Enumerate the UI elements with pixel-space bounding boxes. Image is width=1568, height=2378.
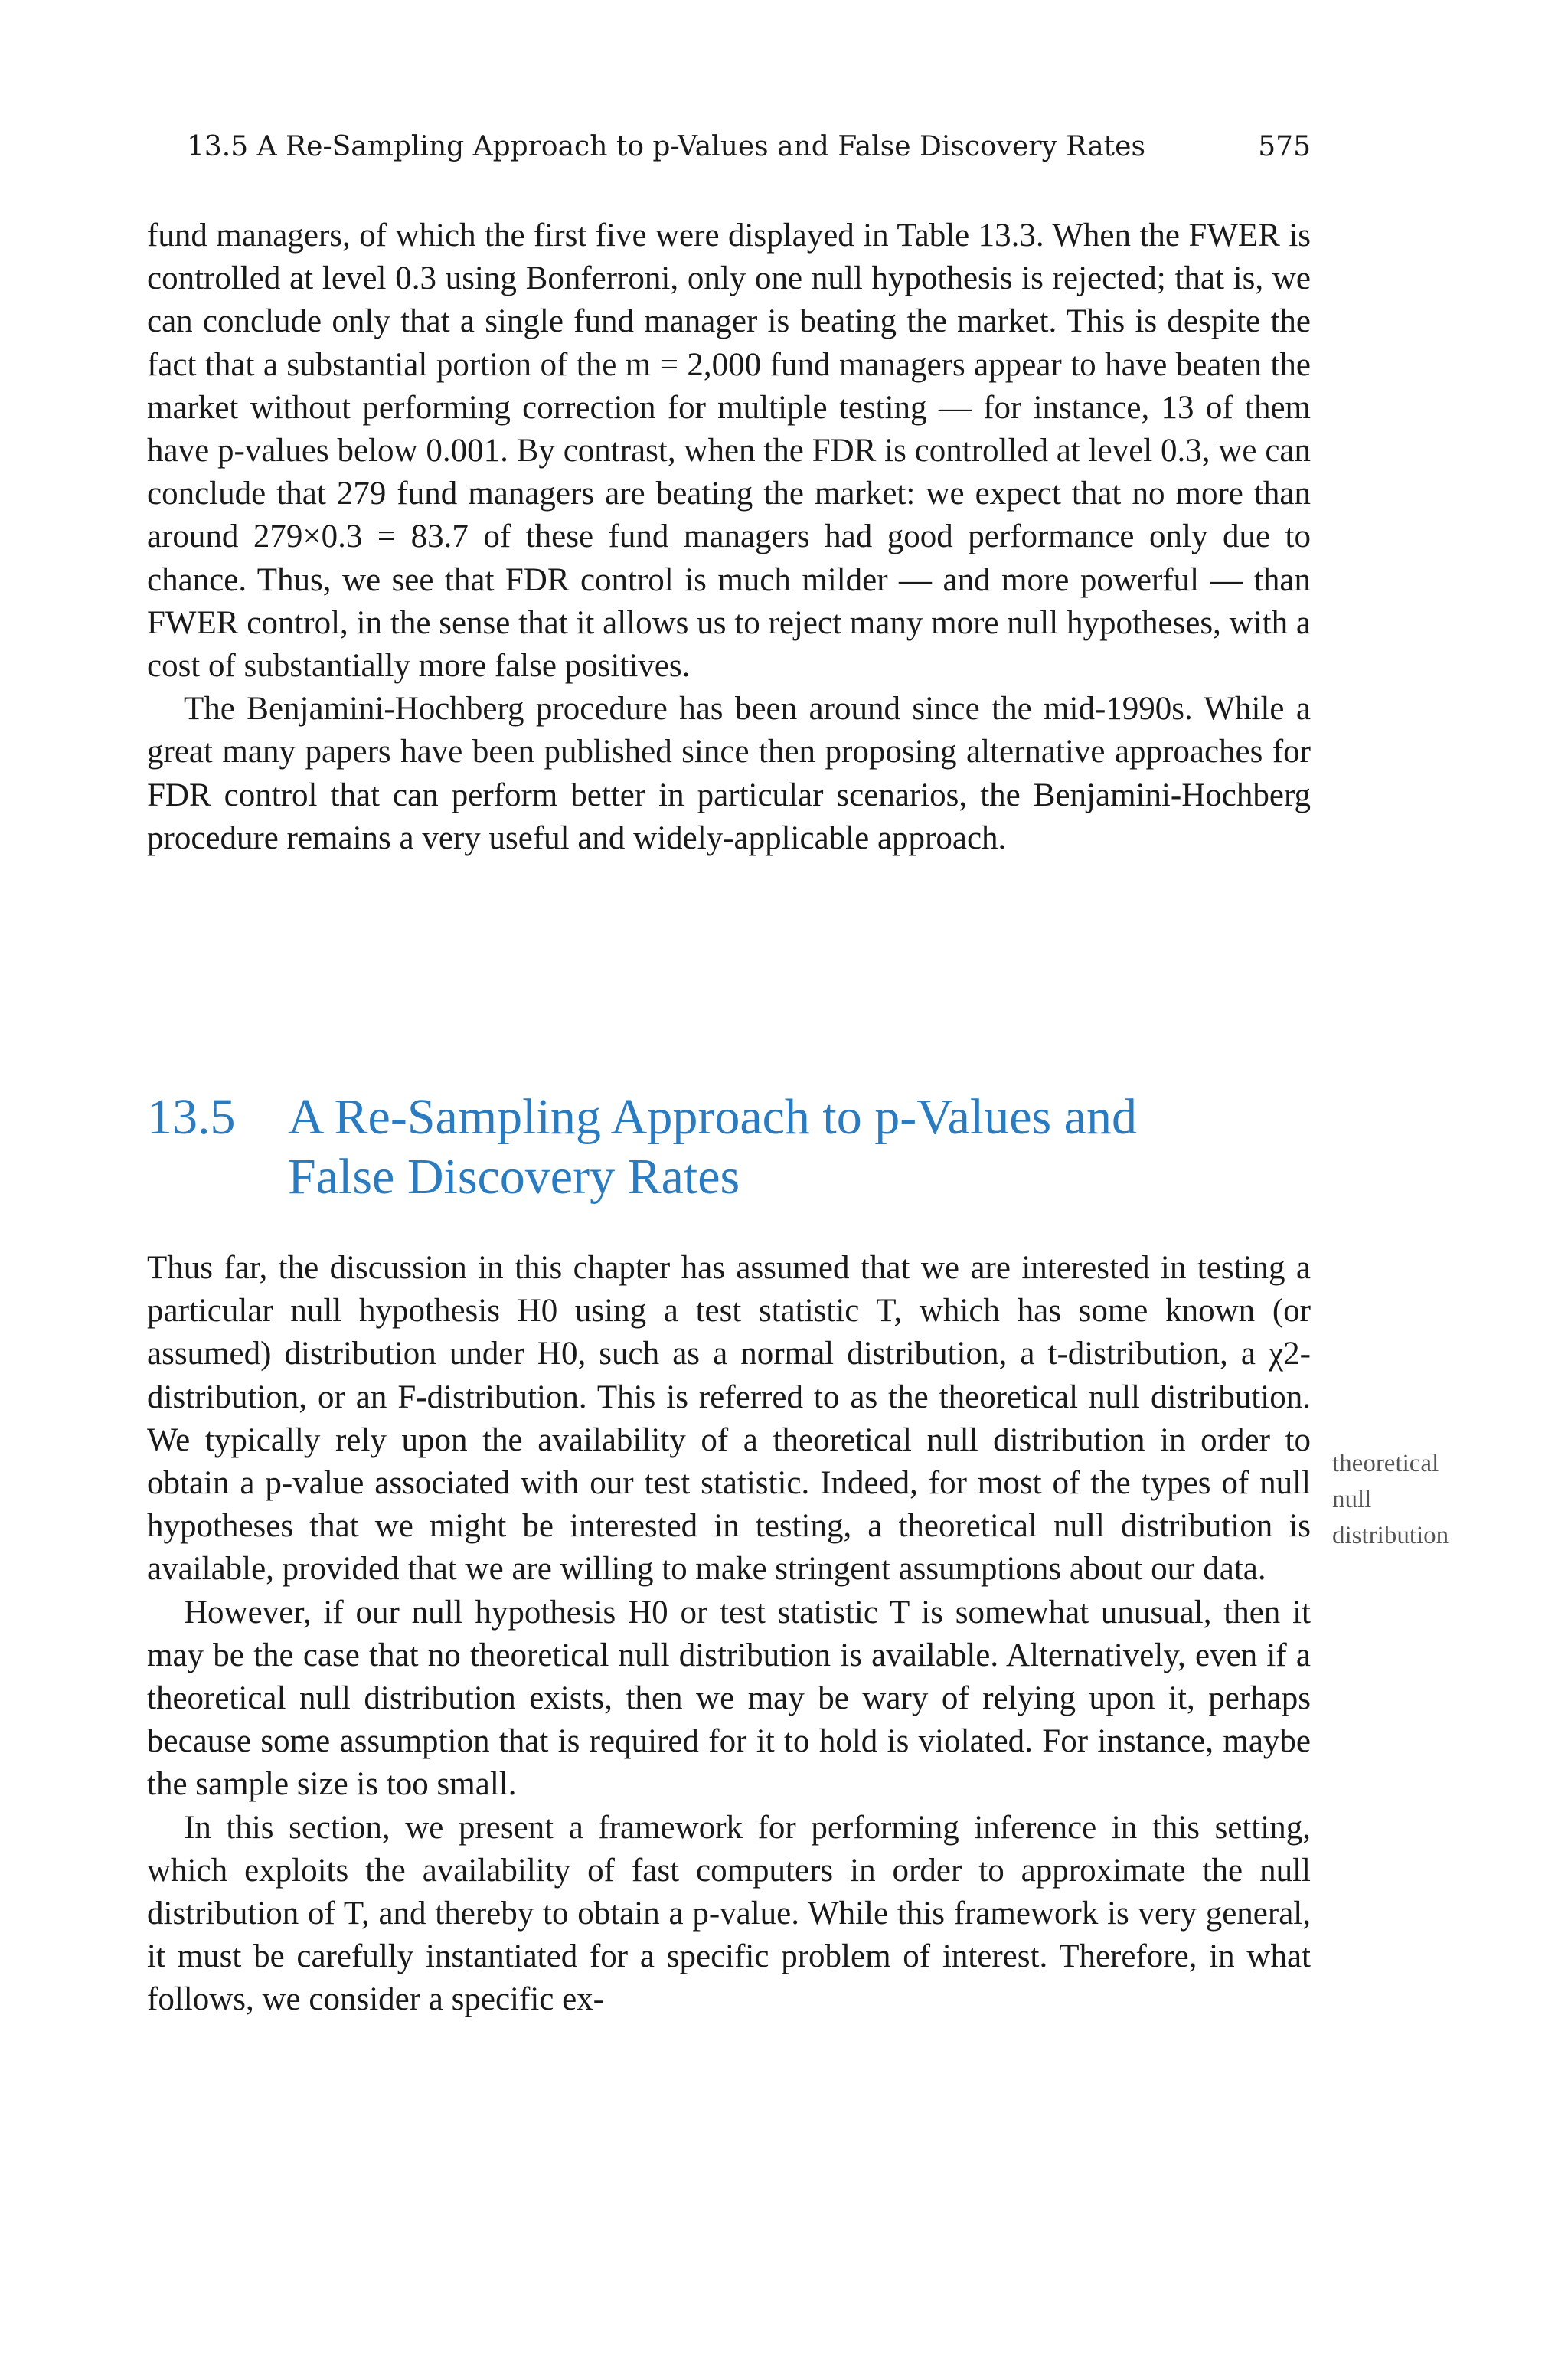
margin-note-line: theoretical bbox=[1332, 1450, 1439, 1477]
paragraph: In this section, we present a framework for performing inference in this setting, which exploits the availability of fast computers in order to approximate the null distribution of T, and thereby to obtain a p-value. While this framework is very general, it must be carefully instantiated for a specific problem of interest. Therefore, in what follows, we consider a specific ex- bbox=[147, 1809, 1311, 2018]
running-head bbox=[187, 129, 1311, 165]
margin-note-line: distribution bbox=[1332, 1522, 1449, 1549]
paragraph: fund managers, of which the first five were displayed in Table 13.3. When the FWER is controlled at level 0.3 using Bonferroni, only one null hypothesis is rejected; that is, we can conclude only that a single fund manager is beating the market. This is despite the fact that a substantial portion of the m = 2,000 fund managers appear to have beaten the market without performing correction for multiple testing — for instance, 13 of them have p-values below 0.001. By contrast, when the FDR is controlled at level 0.3, we can conclude that 279 fund managers are beating the market: we expect that no more than around 279×0.3 = 83.7 of these fund managers had good performance only due to chance. Thus, we see that FDR control is much milder — and more powerful — than FWER control, in the sense that it allows us to reject many more null hypotheses, with a cost of substantially more false positives. bbox=[147, 218, 1311, 685]
paragraph: The Benjamini-Hochberg procedure has been around since the mid-1990s. While a great many papers have been published since then proposing alternative approaches for FDR control that can perform better in particular scenarios, the Benjamini-Hochberg procedure remains a very useful and widely-applicable approach. bbox=[147, 691, 1311, 856]
section-title-line-2: False Discovery Rates bbox=[288, 1149, 740, 1205]
margin-note bbox=[1332, 1446, 1516, 1554]
paragraph: Thus far, the discussion in this chapter has assumed that we are interested in testing a particular null hypothesis H0 using a test statistic T, which has some known (or assumed) distribution under H0, such as a normal distribution, a t-distribution, a χ2-distribution, or an F-distribution. This is referred to as the theoretical null distribution. We typically rely upon the availability of a theoretical null distribution in order to obtain a p-value associated with our test statistic. Indeed, for most of the types of null hypotheses that we might be interested in testing, a theoretical null distribution is available, provided that we are willing to make stringent assumptions about our data. bbox=[147, 1250, 1311, 1588]
section-heading bbox=[147, 1088, 1311, 1207]
section-title-line-1: A Re-Sampling Approach to p-Values and bbox=[288, 1089, 1137, 1145]
paragraph: However, if our null hypothesis H0 or test statistic T is somewhat unusual, then it may be the case that no theoretical null distribution is available. Alternatively, even if a theoretical null distribution exists, then we may be wary of relying upon it, perhaps because some assumption that is required for it to hold is violated. For instance, maybe the sample size is too small. bbox=[147, 1594, 1311, 1803]
running-head-title: 13.5 A Re-Sampling Approach to p-Values and False Discovery Rates bbox=[187, 131, 1145, 162]
section-number: 13.5 bbox=[147, 1089, 236, 1145]
margin-note-line: null bbox=[1332, 1486, 1372, 1513]
text-before-section bbox=[147, 214, 1311, 860]
page-number: 575 bbox=[1258, 131, 1311, 162]
section-body bbox=[147, 1247, 1311, 2022]
